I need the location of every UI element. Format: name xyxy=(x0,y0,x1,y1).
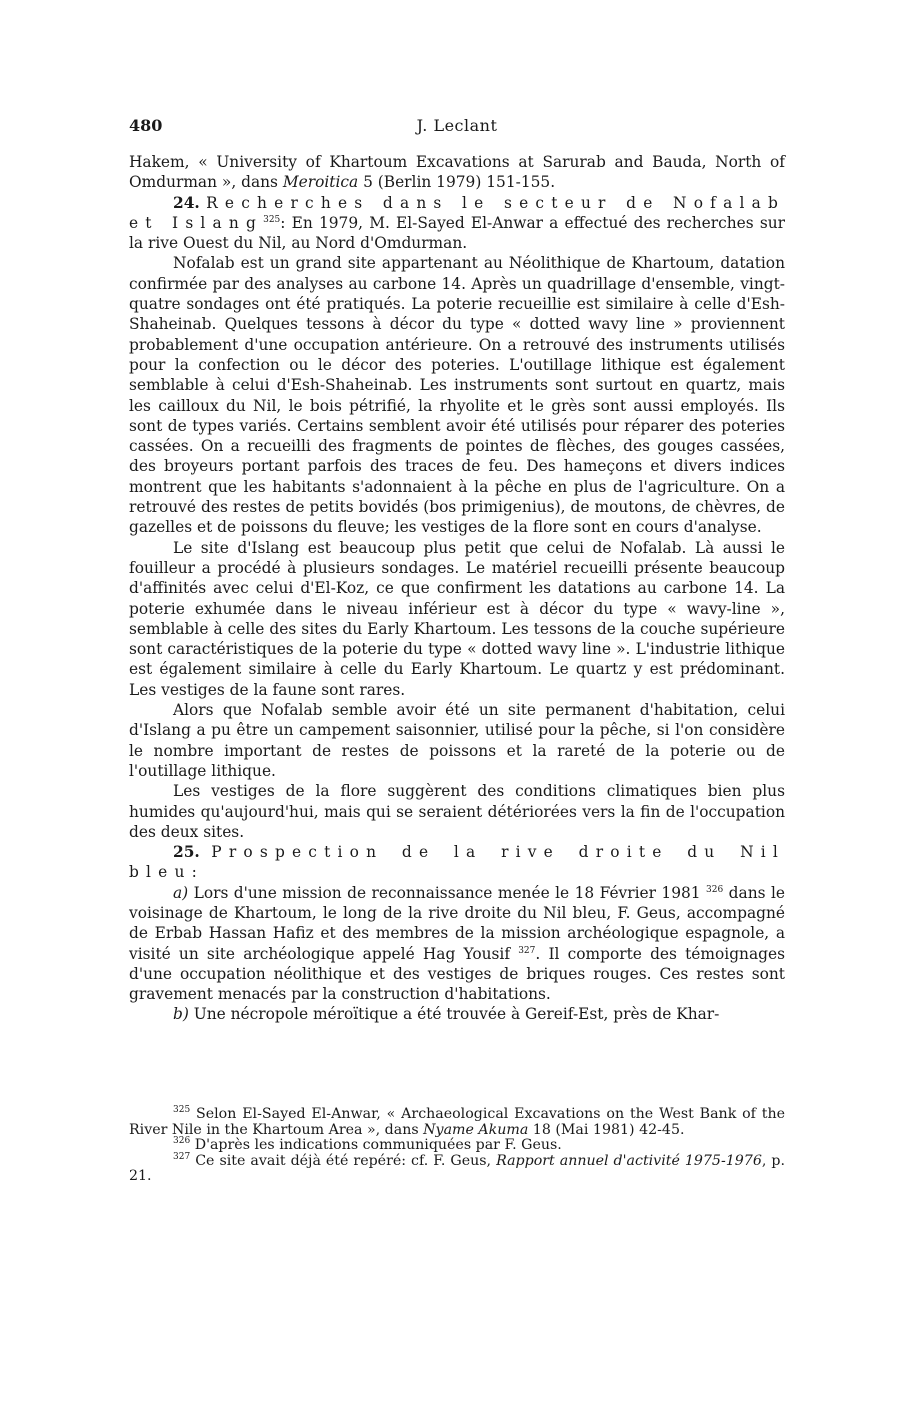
page-header xyxy=(129,116,785,138)
paragraph-continued: Hakem, « University of Khartoum Excavations at Sarurab and Bauda, North of Omdurman », dans Meroitica 5 (Berlin 1979) 151-155. xyxy=(129,153,785,192)
section-number: 25. xyxy=(173,843,200,862)
section-24: 24. Recherches dans le secteur de Nofalab et Islang$^{325}$: En 1979, M. El-Sayed El-Anwar a effectué des recherches sur la rive Ouest du Nil, au Nord d'Omdurman. xyxy=(129,193,786,253)
item-label: a) xyxy=(173,883,189,902)
item-label: b) xyxy=(173,1005,189,1024)
footnote-ref: 326 xyxy=(706,884,724,895)
subsection-b: b) Une nécropole méroïtique a été trouvée à Gereif-Est, près de Khar- xyxy=(173,1005,720,1024)
footnote-ref: 327 xyxy=(518,945,536,956)
footnote-326: $^{326}$ D'après les indications communiquées par F. Geus. xyxy=(173,1136,562,1154)
paragraph: Nofalab est un grand site appartenant au Néolithique de Khartoum, datation confirmée par des analyses au carbone 14. Après un quadrillage d'ensemble, vingt-quatre sondages ont été pratiqués. La poterie recueillie est similaire à celle d'Esh-Shaheinab. Quelques tessons à décor du type « dotted wavy line » proviennent probablement d'une occupation antérieure. On a retrouvé des instruments utilisés pour la confection ou le décor des poteries. L'outillage lithique est également semblable à celui d'Esh-Shaheinab. Les instruments sont surtout en quartz, mais les cailloux du Nil, le bois pétrifié, la rhyolite et le grès sont aussi employés. Ils sont de types variés. Certains semblent avoir été utilisés pour réparer des poteries cassées. On a recueilli des fragments de pointes de flèches, des gouges cassées, des broyeurs portant parfois des traces de feu. Des hameçons et divers indices montrent que les habitants s'adonnaient à la pêche en plus de l'agriculture. On a retrouvé des restes de petits bovidés (bos primigenius), de moutons, de chèvres, de gazelles et de poissons du fleuve; les vestiges de la flore sont en cours d'analyse. xyxy=(129,254,785,537)
footnote-ref: 325 xyxy=(263,214,281,225)
page-number: 480 xyxy=(129,116,163,135)
running-head: J. Leclant xyxy=(416,116,498,135)
paragraph: Le site d'Islang est beaucoup plus petit que celui de Nofalab. Là aussi le fouilleur a procédé à plusieurs sondages. Le matériel recueilli présente beaucoup d'affinités avec celui d'El-Koz, ce que confirment les datations au carbone 14. La poterie exhumée dans le niveau inférieur est à décor du type « wavy-line », semblable à celle des sites du Early Khartoum. Les tessons de la couche supérieure sont caractéristiques de la poterie du type « dotted wavy line ». L'industrie lithique est également similaire à celle du Early Khartoum. Le quartz y est prédominant. Les vestiges de la faune sont rares. xyxy=(129,538,785,699)
section-title: Prospection de la rive droite du Nil bleu: xyxy=(129,843,785,882)
section-25 xyxy=(129,842,785,883)
body-text xyxy=(129,152,785,1025)
journal-title: Meroitica xyxy=(282,173,359,192)
subsection-a: a) Lors d'une mission de reconnaissance menée le 18 Février 1981 $^{326}$ dans le voisinage de Khartoum, le long de la rive droite du Nil bleu, F. Geus, accompagné de Erbab Hassan Hafiz et des membres de la mission archéologique espagnole, a visité un site archéologique appelé Hag Yousif $^{327}$. Il comporte des témoignages d'une occupation néolithique et des vestiges de briques rouges. Ces restes sont gravement menacés par la construction d'habitations. xyxy=(129,883,785,1004)
footnotes xyxy=(129,1107,785,1185)
footnote-325: $^{325}$ Selon El-Sayed El-Anwar, « Archaeological Excavations on the West Bank of the River Nile in the Khartoum Area », dans Nyame Akuma 18 (Mai 1981) 42-45. xyxy=(129,1105,785,1138)
paragraph: Alors que Nofalab semble avoir été un site permanent d'habitation, celui d'Islang a pu être un campement saisonnier, utilisé pour la pêche, si l'on considère le nombre important de restes de poissons et la rareté de la poterie ou de l'outillage lithique. xyxy=(129,701,785,780)
footnote-327: $^{327}$ Ce site avait déjà été repéré: cf. F. Geus, Rapport annuel d'activité 1975-1976, p. 21. xyxy=(129,1151,785,1185)
section-title: Recherches dans le secteur de Nofalab et Islang xyxy=(129,193,785,232)
section-number: 24. xyxy=(173,193,200,212)
paragraph: Les vestiges de la flore suggèrent des conditions climatiques bien plus humides qu'aujourd'hui, mais qui se seraient détériorées vers la fin de l'occupation des deux sites. xyxy=(129,782,785,841)
